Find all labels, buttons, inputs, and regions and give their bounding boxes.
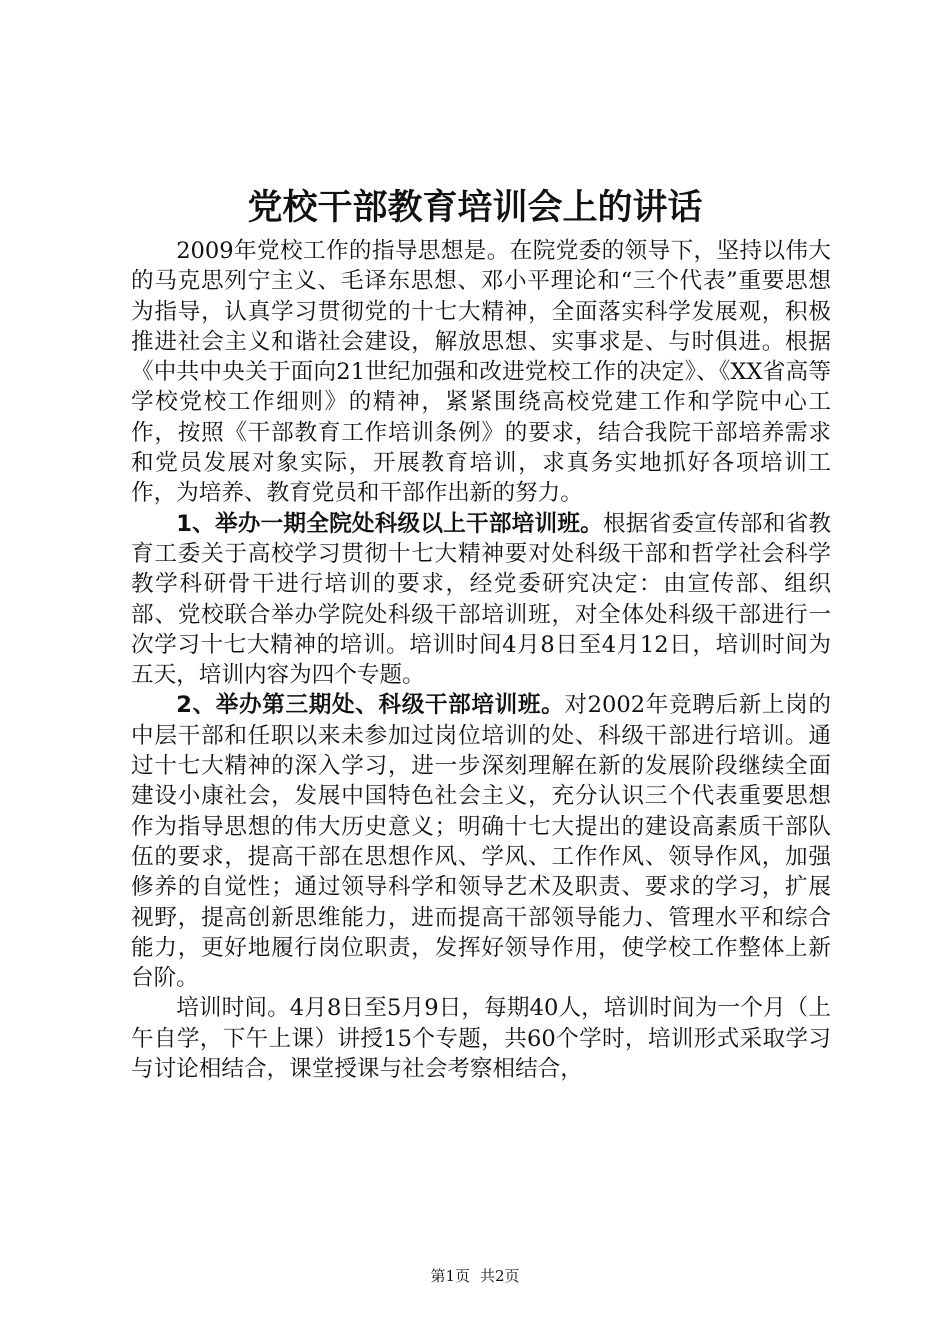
paragraph-item-1 bbox=[131, 509, 831, 691]
page-footer bbox=[0, 1266, 950, 1286]
page-number: 第1页 bbox=[430, 1267, 470, 1285]
paragraph-heading: 1、举办一期全院处科级以上干部培训班。 bbox=[176, 510, 603, 537]
paragraph-text: 培训时间。4月8日至5月9日，每期40人，培训时间为一个月（上午自学，下午上课）讲授15个专题，共60个学时，培训形式采取学习与讨论相结合，课堂授课与社会考察相结合， bbox=[131, 995, 831, 1083]
document-title: 党校干部教育培训会上的讲话 bbox=[247, 188, 703, 228]
document-body bbox=[131, 236, 831, 1084]
paragraph-text: 2009年党校工作的指导思想是。在院党委的领导下，坚持以伟大的马克思列宁主义、毛译东思想、邓小平理论和“三个代表”重要思想为指导，认真学习贯彻党的十七大精神，全面落实科学发展观，积极推进社会主义和谐社会建设，解放思想、实事求是、与时俱进。根据《中共中央关于面向21世纪加强和改进党校工作的决定》、《XX省高等学校党校工作细则》的精神，紧紧围绕高校党建工作和学院中心工作，按照《干部教育工作培训条例》的要求，结合我院干部培养需求和党员发展对象实际，开展教育培训，求真务实地抓好各项培训工作，为培养、教育党员和干部作出新的努力。 bbox=[131, 238, 831, 507]
paragraph-intro bbox=[131, 236, 831, 509]
paragraph-heading: 2、举办第三期处、科级干部培训班。 bbox=[176, 692, 565, 719]
paragraph-item-2 bbox=[131, 690, 831, 993]
paragraph-training-time bbox=[131, 993, 831, 1084]
page-total: 共2页 bbox=[480, 1267, 520, 1285]
paragraph-text: 根据省委宣传部和省教育工委关于高校学习贯彻十七大精神要对处科级干部和哲学社会科学教学科研骨干进行培训的要求，经党委研究决定：由宣传部、组织部、党校联合举办学院处科级干部培训班，对全体处科级干部进行一次学习十七大精神的培训。培训时间4月8日至4月12日，培训时间为五天，培训内容为四个专题。 bbox=[131, 510, 831, 689]
paragraph-text: 对2002年竞聘后新上岗的中层干部和任职以来未参加过岗位培训的处、科级干部进行培训。通过十七大精神的深入学习，进一步深刻理解在新的发展阶段继续全面建设小康社会，发展中国特色社会主义，充分认识三个代表重要思想作为指导思想的伟大历史意义；明确十七大提出的建设高素质干部队伍的要求，提高干部在思想作风、学风、工作作风、领导作风，加强修养的自觉性；通过领导科学和领导艺术及职责、要求的学习，扩展视野，提高创新思维能力，进而提高干部领导能力、管理水平和综合能力，更好地履行岗位职责，发挥好领导作用，使学校工作整体上新台阶。 bbox=[131, 692, 831, 992]
